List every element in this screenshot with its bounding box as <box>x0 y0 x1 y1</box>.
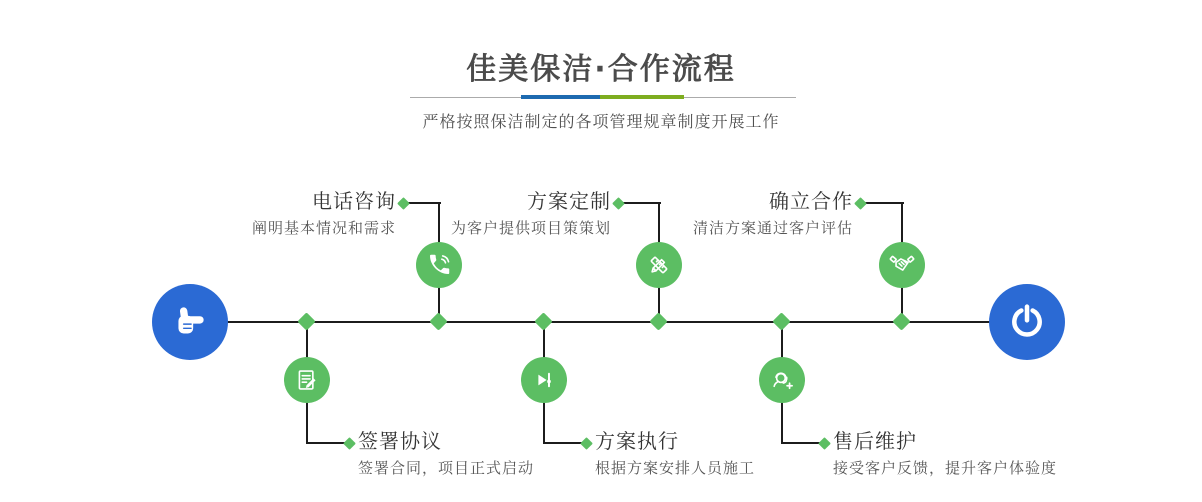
step-title: 签署协议 <box>358 429 442 453</box>
junction-diamond <box>892 312 910 330</box>
step-title: 电话咨询 <box>312 189 396 213</box>
step-node-aftersales <box>759 357 805 403</box>
step-establish-coop <box>653 190 853 238</box>
play-step-icon <box>531 367 557 393</box>
handshake-icon <box>889 252 915 278</box>
start-node <box>152 284 228 360</box>
step-title: 售后维护 <box>833 429 917 453</box>
connector-coop-h <box>861 202 904 204</box>
step-desc: 清洁方案通过客户评估 <box>692 219 853 237</box>
step-phone-consult <box>196 190 396 238</box>
power-icon <box>1007 302 1047 342</box>
hand-point-icon <box>169 301 211 343</box>
step-plan-execute <box>595 430 825 478</box>
step-desc: 根据方案安排人员施工 <box>595 459 756 477</box>
step-node-phone <box>416 242 462 288</box>
step-node-sign <box>284 357 330 403</box>
junction-diamond <box>772 312 790 330</box>
page-subtitle: 严格按照保洁制定的各项管理规章制度开展工作 <box>422 112 780 131</box>
step-plan-custom <box>411 190 611 238</box>
step-title: 方案定制 <box>527 189 611 213</box>
junction-diamond <box>534 312 552 330</box>
headset-plus-icon <box>769 367 795 393</box>
title-diamond <box>343 437 356 450</box>
step-node-cooperate <box>879 242 925 288</box>
step-desc: 签署合同，项目正式启动 <box>358 459 535 477</box>
phone-icon <box>426 252 452 278</box>
step-node-execute <box>521 357 567 403</box>
title-divider-green-segment <box>600 95 684 99</box>
step-desc: 为客户提供项目策策划 <box>450 219 611 237</box>
step-desc: 接受客户反馈，提升客户体验度 <box>833 459 1058 477</box>
junction-diamond <box>297 312 315 330</box>
step-title: 确立合作 <box>769 189 853 213</box>
step-after-sales <box>833 430 1083 478</box>
step-node-plan <box>636 242 682 288</box>
page-title: 佳美保洁·合作流程 <box>466 52 736 87</box>
pencil-ruler-icon <box>646 252 672 278</box>
title-diamond <box>397 197 410 210</box>
contract-icon <box>294 367 320 393</box>
connector-sign-h <box>306 442 345 444</box>
end-node <box>989 284 1065 360</box>
title-diamond <box>854 197 867 210</box>
step-title: 方案执行 <box>595 429 679 453</box>
step-desc: 阐明基本情况和需求 <box>251 219 396 237</box>
timeline-main-line <box>224 321 992 323</box>
junction-diamond <box>649 312 667 330</box>
title-diamond <box>612 197 625 210</box>
step-sign-agreement <box>358 430 588 478</box>
junction-diamond <box>429 312 447 330</box>
title-divider-blue-segment <box>521 95 600 99</box>
